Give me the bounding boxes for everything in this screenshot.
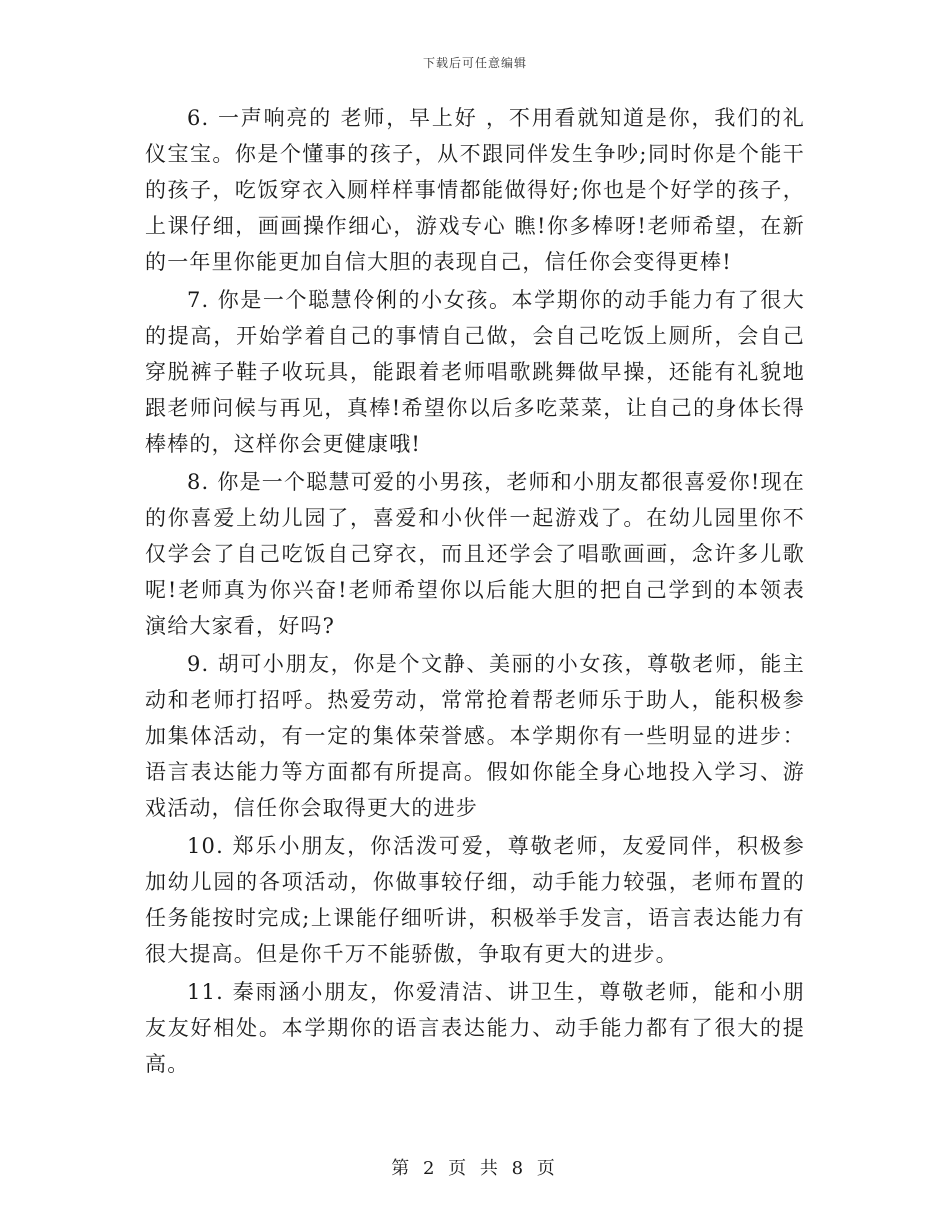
paragraph-11: 11. 秦雨涵小朋友，你爱清洁、讲卫生，尊敬老师，能和小朋友友好相处。本学期你的语言表达能力、动手能力都有了很大的提高。 bbox=[145, 980, 805, 1076]
paragraph-10: 10. 郑乐小朋友，你活泼可爱，尊敬老师，友爱同伴，积极参加幼儿园的各项活动，你做事较仔细，动手能力较强，老师布置的任务能按时完成;上课能仔细听讲，积极举手发言，语言表达能力有很大提高。但是你千万不能骄傲，争取有更大的进步。 bbox=[145, 834, 805, 966]
paragraph-7: 7. 你是一个聪慧伶俐的小女孩。本学期你的动手能力有了很大的提高，开始学着自己的事情自己做，会自己吃饭上厕所，会自己穿脱裤子鞋子收玩具，能跟着老师唱歌跳舞做早操，还能有礼貌地跟老师问候与再见，真棒!希望你以后多吃菜菜，让自己的身体长得棒棒的，这样你会更健康哦! bbox=[145, 288, 805, 456]
page-number-footer: 第 2 页 共 8 页 bbox=[391, 1158, 559, 1179]
paragraph-9: 9. 胡可小朋友，你是个文静、美丽的小女孩，尊敬老师，能主动和老师打招呼。热爱劳动，常常抢着帮老师乐于助人，能积极参加集体活动，有一定的集体荣誉感。本学期你有一些明显的进步：语言表达能力等方面都有所提高。假如你能全身心地投入学习、游戏活动，信任你会取得更大的进步 bbox=[145, 652, 805, 820]
page-header: 下载后可任意编辑 bbox=[422, 56, 527, 70]
paragraph-6: 6. 一声响亮的 老师，早上好 ，不用看就知道是你，我们的礼仪宝宝。你是个懂事的孩子，从不跟同伴发生争吵;同时你是个能干的孩子，吃饭穿衣入厕样样事情都能做得好;你也是个好学的孩子，上课仔细，画画操作细心，游戏专心 瞧!你多棒呀!老师希望，在新的一年里你能更加自信大胆的表现自己，信任你会变得更棒! bbox=[145, 106, 805, 274]
document-body bbox=[145, 100, 805, 1082]
paragraph-8: 8. 你是一个聪慧可爱的小男孩，老师和小朋友都很喜爱你!现在的你喜爱上幼儿园了，喜爱和小伙伴一起游戏了。在幼儿园里你不仅学会了自己吃饭自己穿衣，而且还学会了唱歌画画，念许多儿歌呢!老师真为你兴奋!老师希望你以后能大胆的把自己学到的本领表演给大家看，好吗? bbox=[145, 470, 805, 638]
